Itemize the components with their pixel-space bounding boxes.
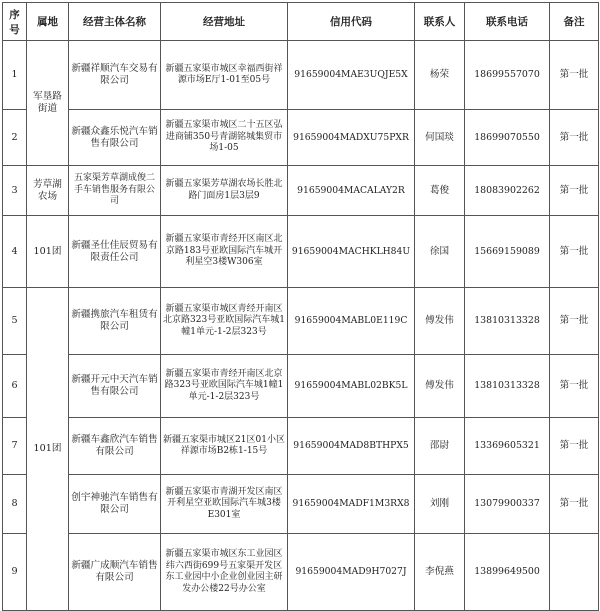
- row-code: 91659004MAE3UQJE5X: [288, 41, 415, 110]
- row-note: 第一批: [550, 475, 599, 534]
- row-code: 91659004MACHKLH84U: [288, 216, 415, 288]
- row-num: 1: [3, 41, 27, 110]
- business-registry-table: [2, 2, 599, 611]
- row-address: 新疆五家渠市城区21区01小区祥源市场B2栋1-15号: [161, 418, 288, 475]
- row-contact: 傅发伟: [415, 288, 465, 355]
- row-note: 第一批: [550, 110, 599, 166]
- row-contact: 徐国: [415, 216, 465, 288]
- row-address: 新疆五家渠市城区青经开南区北京路323号亚欧国际汽车城1幢1单元-1-2层323号: [161, 288, 288, 355]
- row-code: 91659004MAD9H7027J: [288, 534, 415, 611]
- row-address: 新疆五家渠市青经开区南区北京路183号亚欧国际汽车城开利星空3楼W306室: [161, 216, 288, 288]
- row-region: 101团: [27, 288, 69, 611]
- row-contact: 傅发伟: [415, 355, 465, 418]
- row-note: 第一批: [550, 355, 599, 418]
- row-note: 第一批: [550, 166, 599, 216]
- row-note: 第一批: [550, 288, 599, 355]
- row-code: 91659004MACALAY2R: [288, 166, 415, 216]
- header-num: 序号: [3, 3, 27, 41]
- row-note: [550, 534, 599, 611]
- row-phone: 13369605321: [465, 418, 550, 475]
- table-row: [3, 288, 599, 355]
- table-row: [3, 418, 599, 475]
- row-name: 新疆众鑫乐悦汽车销售有限公司: [69, 110, 161, 166]
- row-address: 新疆五家渠市城区幸福西街祥源市场E厅1-01至05号: [161, 41, 288, 110]
- row-name: 新疆车鑫欣汽车销售有限公司: [69, 418, 161, 475]
- table-row: [3, 41, 599, 110]
- row-phone: 13079900337: [465, 475, 550, 534]
- header-row: [3, 3, 599, 41]
- row-code: 91659004MABL02BK5L: [288, 355, 415, 418]
- row-name: 新疆祥顺汽车交易有限公司: [69, 41, 161, 110]
- row-num: 2: [3, 110, 27, 166]
- row-address: 新疆五家渠市青经开南区北京路323号亚欧国际汽车城1幢1单元-1-2层323号: [161, 355, 288, 418]
- table-row: [3, 475, 599, 534]
- header-note: 备注: [550, 3, 599, 41]
- row-phone: 18699557070: [465, 41, 550, 110]
- row-name: 新疆圣仕佳辰贸易有限责任公司: [69, 216, 161, 288]
- row-phone: 15669159089: [465, 216, 550, 288]
- header-name: 经营主体名称: [69, 3, 161, 41]
- row-num: 5: [3, 288, 27, 355]
- table-row: [3, 110, 599, 166]
- row-address: 新疆五家渠市青湖开发区南区开利星空亚欧国际汽车城3楼E301室: [161, 475, 288, 534]
- row-num: 9: [3, 534, 27, 611]
- row-phone: 18083902262: [465, 166, 550, 216]
- row-name: 新疆开元中天汽车销售有限公司: [69, 355, 161, 418]
- row-address: 新疆五家渠芳草湖农场长胜北路门面房1层3层9: [161, 166, 288, 216]
- row-phone: 13899649500: [465, 534, 550, 611]
- row-contact: 何国琰: [415, 110, 465, 166]
- header-phone: 联系电话: [465, 3, 550, 41]
- table-row: [3, 534, 599, 611]
- row-phone: 18699070550: [465, 110, 550, 166]
- row-contact: 李倪燕: [415, 534, 465, 611]
- row-name: 新疆携旅汽车租赁有限公司: [69, 288, 161, 355]
- row-phone: 13810313328: [465, 355, 550, 418]
- row-contact: 刘刚: [415, 475, 465, 534]
- row-region: 芳草湖农场: [27, 166, 69, 216]
- header-region: 属地: [27, 3, 69, 41]
- row-name: 五家渠芳草湖成俊二手车销售服务有限公司: [69, 166, 161, 216]
- table-row: [3, 355, 599, 418]
- row-note: 第一批: [550, 216, 599, 288]
- row-region: 101团: [27, 216, 69, 288]
- row-contact: 杨荣: [415, 41, 465, 110]
- row-num: 6: [3, 355, 27, 418]
- row-code: 91659004MABL0E119C: [288, 288, 415, 355]
- table-row: [3, 216, 599, 288]
- row-num: 8: [3, 475, 27, 534]
- row-code: 91659004MADF1M3RX8: [288, 475, 415, 534]
- row-phone: 13810313328: [465, 288, 550, 355]
- row-address: 新疆五家渠市城区东工业园区纬六西街699号五家渠开发区东工业园中小企业创业园主研发办公楼22号办公室: [161, 534, 288, 611]
- row-contact: 葛俊: [415, 166, 465, 216]
- row-code: 91659004MADXU75PXR: [288, 110, 415, 166]
- row-address: 新疆五家渠市城区二十五区弘进商铺350号青湖铭城集贸市场1-05: [161, 110, 288, 166]
- row-code: 91659004MAD8BTHPX5: [288, 418, 415, 475]
- row-num: 7: [3, 418, 27, 475]
- row-note: 第一批: [550, 418, 599, 475]
- row-note: 第一批: [550, 41, 599, 110]
- header-address: 经营地址: [161, 3, 288, 41]
- header-code: 信用代码: [288, 3, 415, 41]
- table-row: [3, 166, 599, 216]
- header-contact: 联系人: [415, 3, 465, 41]
- row-num: 4: [3, 216, 27, 288]
- row-name: 新疆广成顺汽车销售有限公司: [69, 534, 161, 611]
- row-num: 3: [3, 166, 27, 216]
- row-region: 军垦路街道: [27, 41, 69, 166]
- row-contact: 邵尉: [415, 418, 465, 475]
- row-name: 创宇神驰汽车销售有限公司: [69, 475, 161, 534]
